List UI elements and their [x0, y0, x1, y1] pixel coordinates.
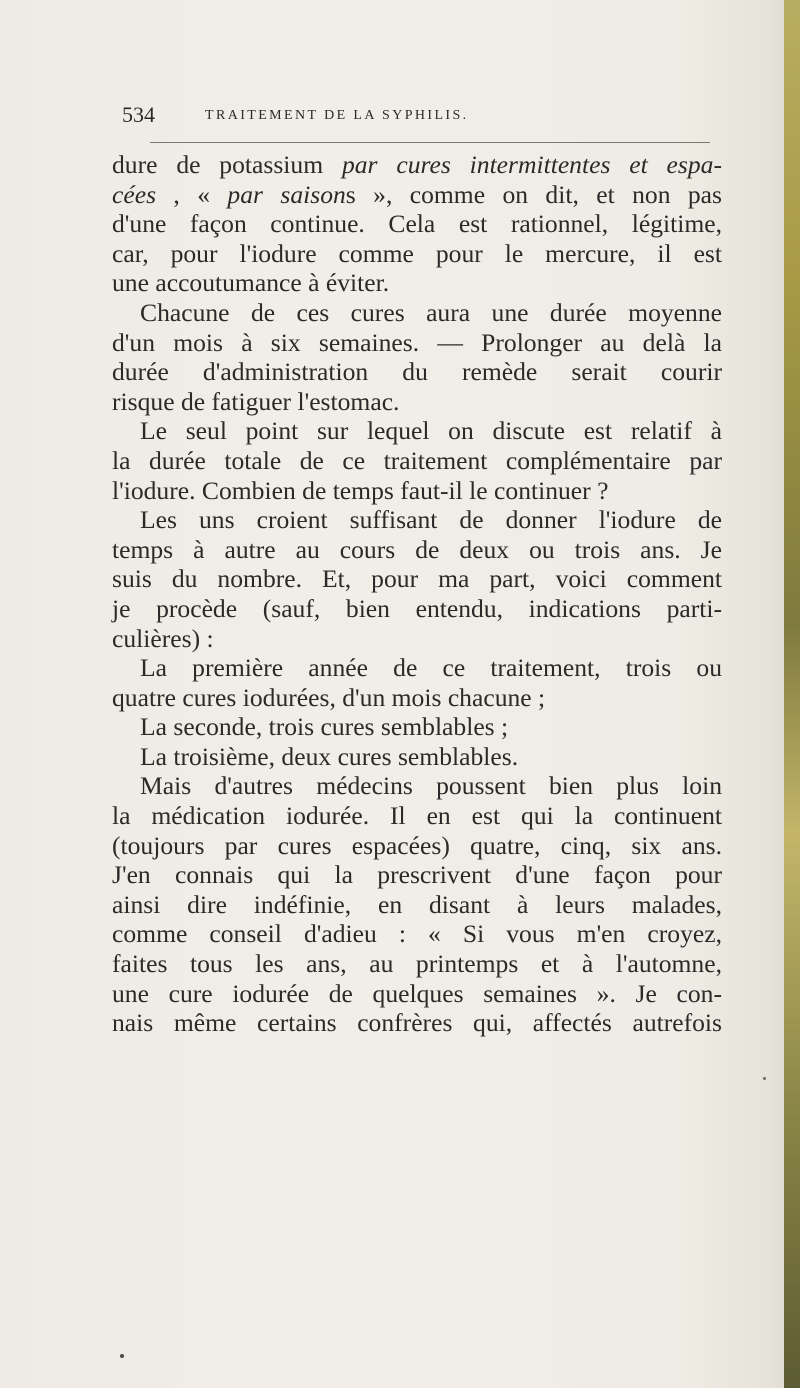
text-line: cées , « par saisons », comme on dit, et non pas	[112, 179, 723, 209]
text-line: temps à autre au cours de deux ou trois ans. Je	[112, 534, 722, 564]
text-line: J'en connais qui la prescrivent d'une façon pour	[112, 860, 722, 890]
text-line: dure de potassium par cures intermittentes et espa-	[112, 150, 722, 179]
text-line: risque de fatiguer l'estomac.	[112, 386, 400, 416]
body-text	[112, 150, 722, 1038]
page-header	[122, 102, 722, 142]
text-line: nais même certains confrères qui, affectés autrefois	[112, 1008, 722, 1038]
text-line: la durée totale de ce traitement complémentaire par	[112, 445, 722, 475]
text-line: ainsi dire indéfinie, en disant à leurs malades,	[112, 889, 722, 919]
text-line: une accoutumance à éviter.	[112, 268, 390, 298]
text-line: Les uns croient suffisant de donner l'iodure de	[140, 505, 722, 535]
page-number: 534	[122, 102, 155, 127]
text-line: je procède (sauf, bien entendu, indications parti-	[112, 593, 722, 623]
text-line: car, pour l'iodure comme pour le mercure, il est	[112, 238, 722, 268]
text-line: suis du nombre. Et, pour ma part, voici comment	[112, 564, 722, 594]
header-rule	[150, 142, 710, 143]
text-line: culières) :	[112, 623, 214, 653]
text-line: Le seul point sur lequel on discute est relatif à	[140, 416, 722, 446]
text-line: durée d'administration du remède serait courir	[112, 357, 722, 387]
text-line: quatre cures iodurées, d'un mois chacune ;	[112, 682, 546, 712]
running-head: TRAITEMENT DE LA SYPHILIS.	[205, 108, 469, 123]
ink-speck	[763, 1077, 766, 1080]
text-line: (toujours par cures espacées) quatre, cinq, six ans.	[112, 830, 722, 860]
text-line: Mais d'autres médecins poussent bien plus loin	[140, 771, 722, 801]
text-line: d'un mois à six semaines. — Prolonger au delà la	[112, 327, 722, 357]
text-line: une cure iodurée de quelques semaines ». Je con-	[112, 978, 722, 1008]
text-line: l'iodure. Combien de temps faut-il le continuer ?	[112, 475, 609, 505]
text-line: La première année de ce traitement, trois ou	[140, 653, 722, 683]
text-line: la médication iodurée. Il en est qui la continuent	[112, 801, 722, 831]
text-line: comme conseil d'adieu : « Si vous m'en croyez,	[112, 919, 722, 949]
text-line: La seconde, trois cures semblables ;	[140, 712, 509, 742]
text-line: d'une façon continue. Cela est rationnel, légitime,	[112, 209, 722, 239]
text-line: Chacune de ces cures aura une durée moyenne	[140, 297, 722, 327]
text-line: La troisième, deux cures semblables.	[140, 741, 519, 771]
ink-dot	[120, 1354, 124, 1358]
text-line: faites tous les ans, au printemps et à l'automne,	[112, 949, 722, 979]
page-edge	[784, 0, 800, 1388]
